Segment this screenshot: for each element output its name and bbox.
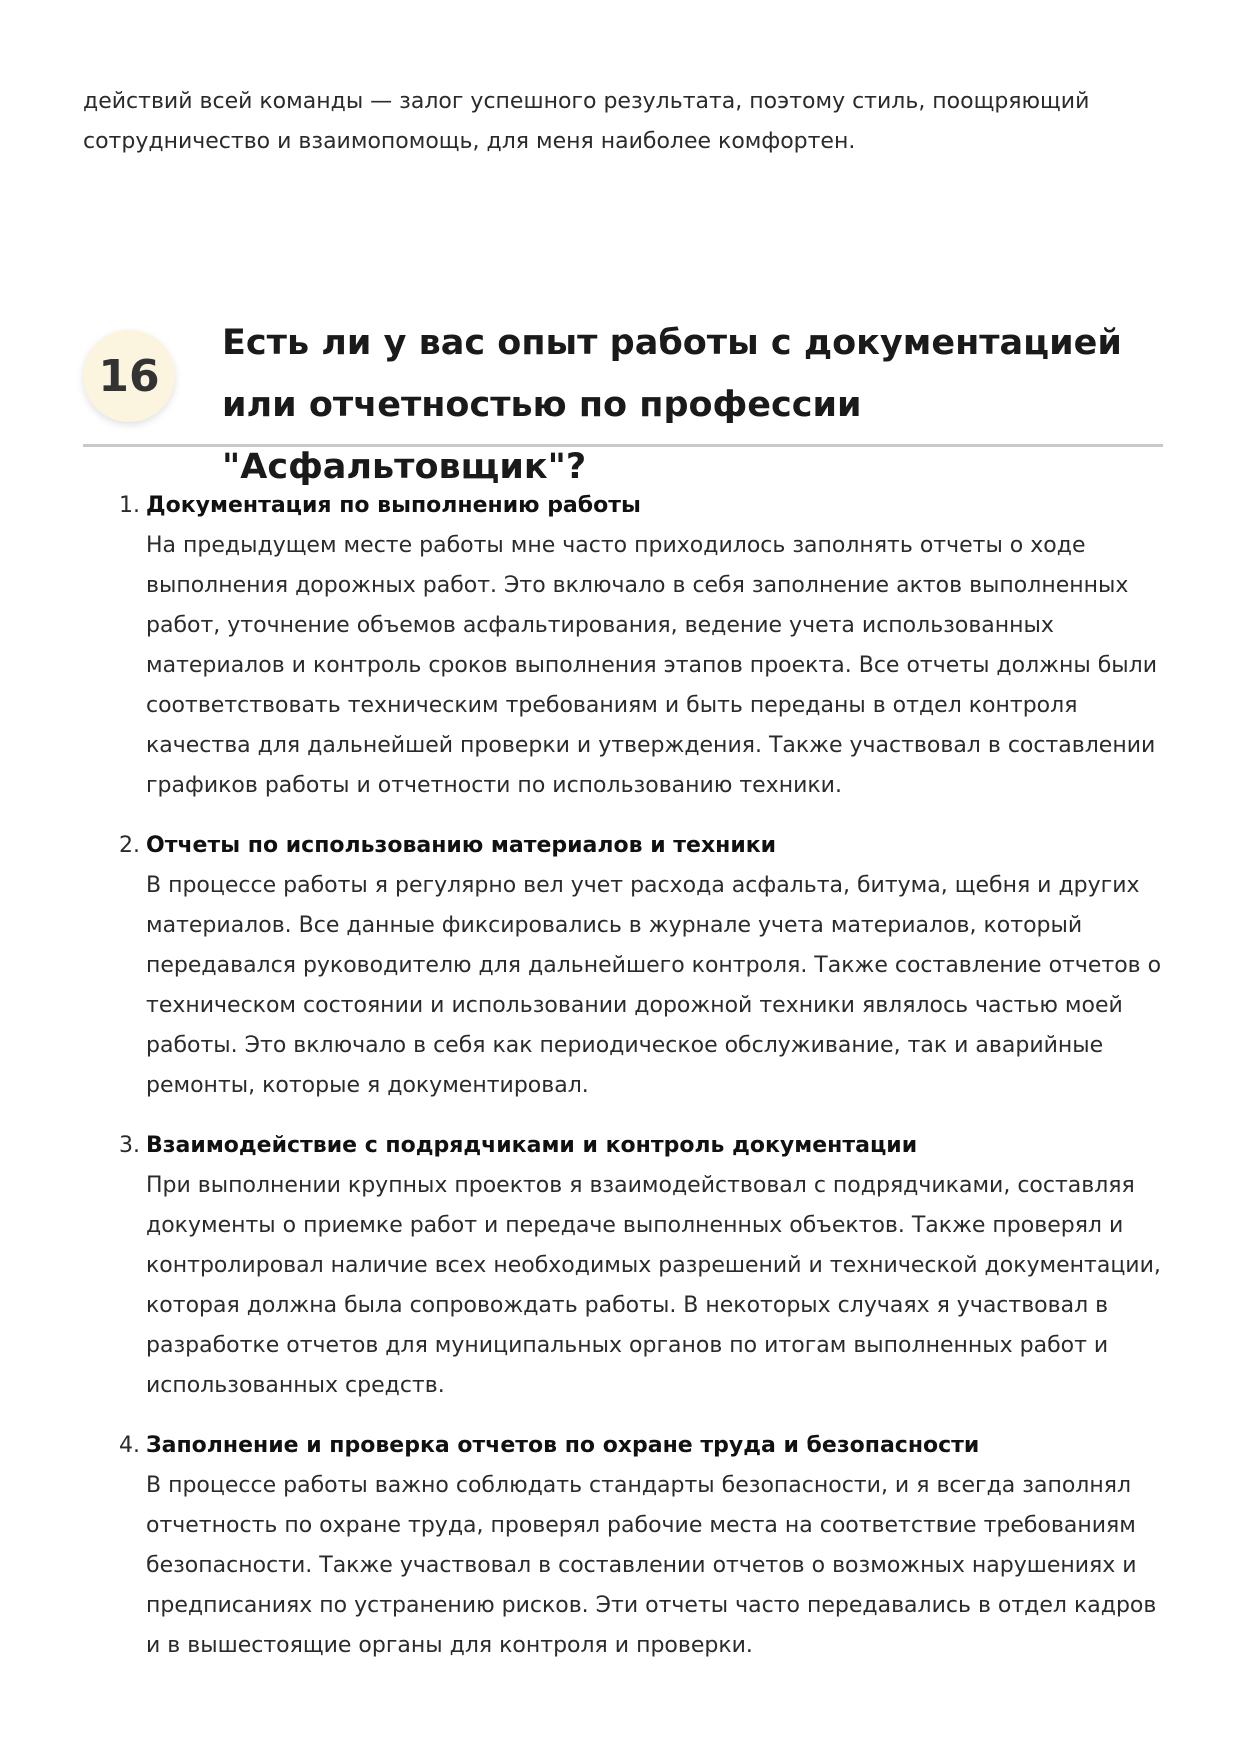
answer-text: На предыдущем месте работы мне часто приходилось заполнять отчеты о ходе выполнения дорожных работ. Это включало в себя заполнение актов выполненных работ, уточнение объемов асфальтирования, ведение учета использованных материалов и контроль сроков выполнения этапов проекта. Все отчеты должны были соответствовать техническим требованиям и быть переданы в отдел контроля качества для дальнейшей проверки и утверждения. Также участвовал в составлении графиков работы и отчетности по использованию техники. (146, 533, 1158, 798)
intro-paragraph: действий всей команды — залог успешного результата, поэтому стиль, поощряющий сотрудничество и взаимопомощь, для меня наиболее комфортен. (83, 89, 1090, 154)
answer-title: Документация по выполнению работы (146, 493, 641, 518)
answer-number: 4. (119, 1433, 140, 1458)
answer-list (83, 486, 1163, 1666)
answer-title: Отчеты по использованию материалов и техники (146, 833, 777, 858)
answer-item (83, 1126, 1163, 1406)
answer-text: В процессе работы важно соблюдать стандарты безопасности, и я всегда заполнял отчетность по охране труда, проверял рабочие места на соответствие требованиям безопасности. Также участвовал в составлении отчетов о возможных нарушениях и предписаниях по устранению рисков. Эти отчеты часто передавались в отдел кадров и в вышестоящие органы для контроля и проверки. (146, 1473, 1157, 1658)
question-title: Есть ли у вас опыт работы с документацией или отчетностью по профессии "Асфальтовщик"? (222, 323, 1122, 487)
answer-number: 1. (119, 493, 140, 518)
answer-number: 2. (119, 833, 140, 858)
answer-item (83, 486, 1163, 806)
answer-title: Заполнение и проверка отчетов по охране труда и безопасности (146, 1433, 980, 1458)
question-header (83, 312, 1163, 487)
question-number-badge: 16 (83, 330, 175, 422)
answer-item (83, 826, 1163, 1106)
answer-item (83, 1426, 1163, 1666)
answer-text: При выполнении крупных проектов я взаимодействовал с подрядчиками, составляя документы о приемке работ и передаче выполненных объектов. Также проверял и контролировал наличие всех необходимых разрешений и технической документации, которая должна была сопровождать работы. В некоторых случаях я участвовал в разработке отчетов для муниципальных органов по итогам выполненных работ и использованных средств. (146, 1173, 1161, 1398)
answer-number: 3. (119, 1133, 140, 1158)
answer-title: Взаимодействие с подрядчиками и контроль документации (146, 1133, 918, 1158)
answer-text: В процессе работы я регулярно вел учет расхода асфальта, битума, щебня и других материалов. Все данные фиксировались в журнале учета материалов, который передавался руководителю для дальнейшего контроля. Также составление отчетов о техническом состоянии и использовании дорожной техники являлось частью моей работы. Это включало в себя как периодическое обслуживание, так и аварийные ремонты, которые я документировал. (146, 873, 1162, 1098)
